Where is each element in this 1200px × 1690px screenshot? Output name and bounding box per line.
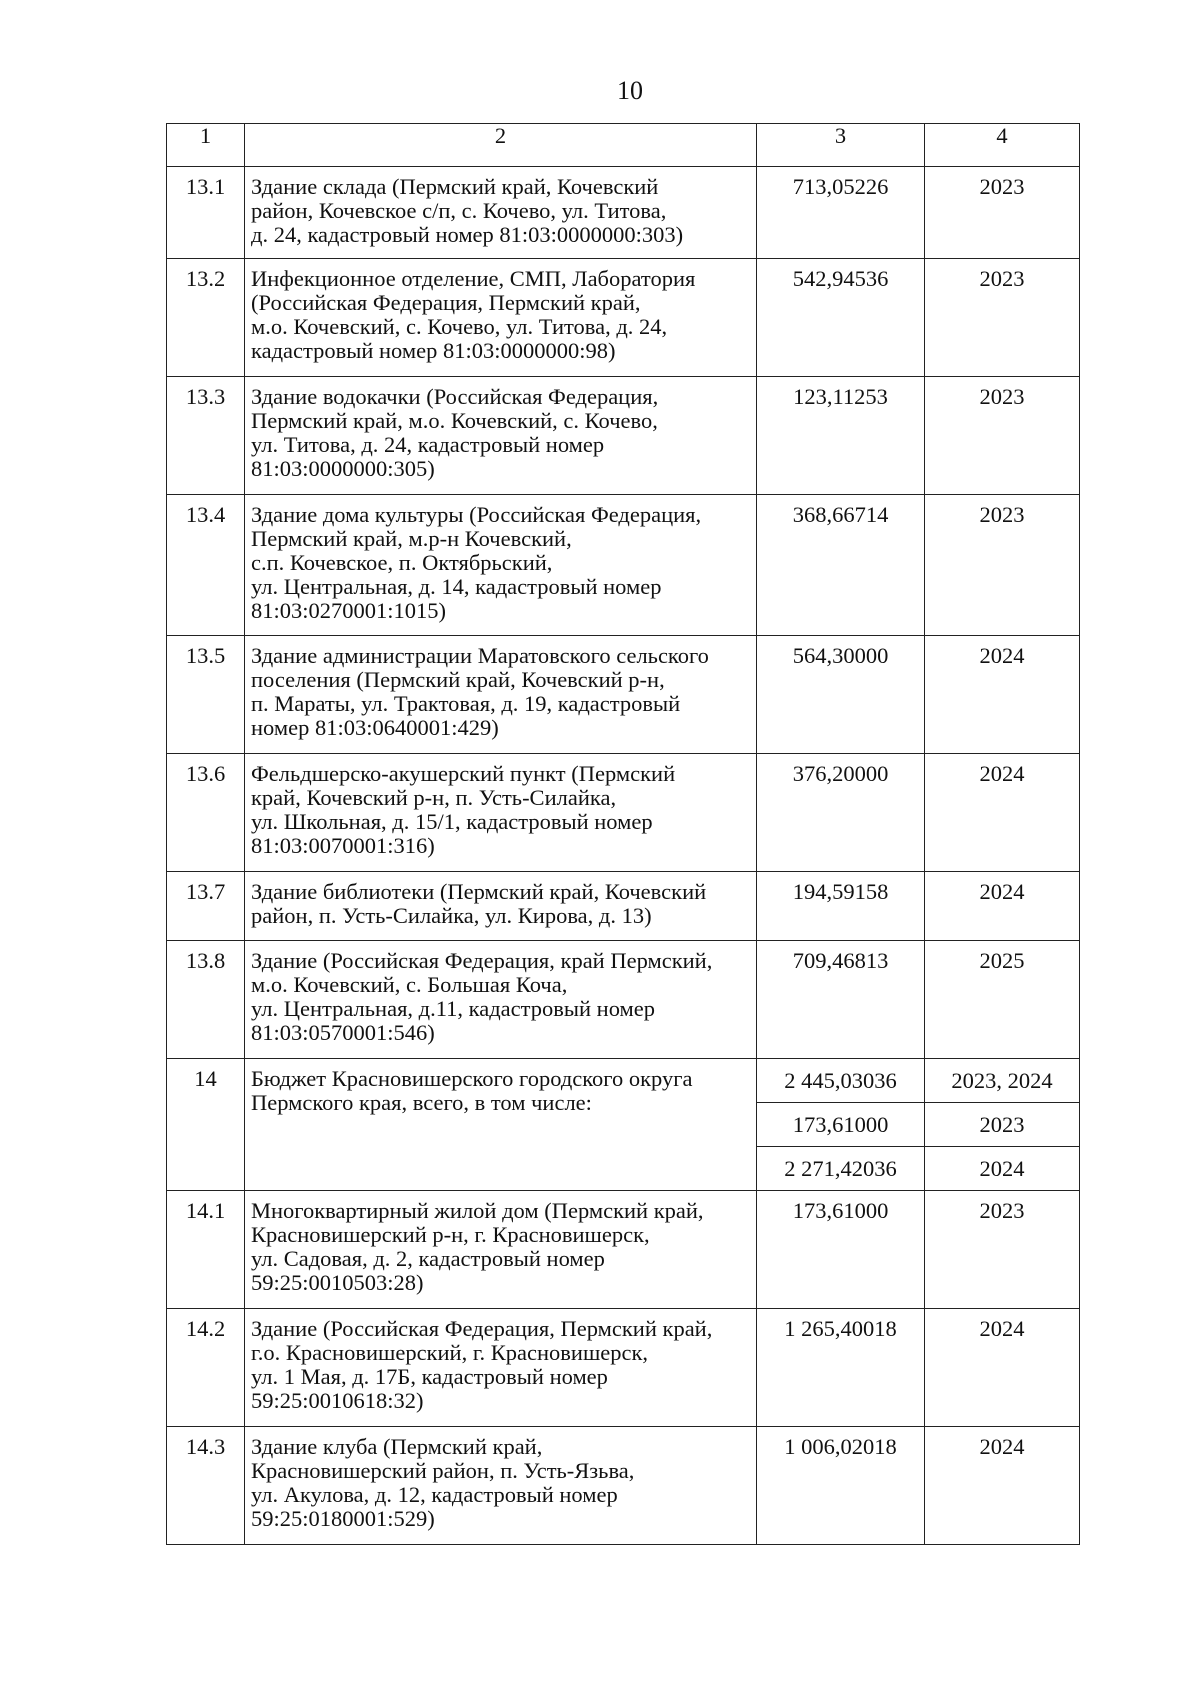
budget-sub-value: 2 271,42036: [757, 1147, 925, 1191]
page-number: 10: [617, 76, 643, 105]
row-description: Инфекционное отделение, СМП, Лаборатория (Российская Федерация, Пермский край, м.о. Кочевский, с. Кочево, ул. Титова, д. 24, кадастровый номер 81:03:0000000:98): [245, 259, 757, 377]
row-description: Здание администрации Маратовского сельского поселения (Пермский край, Кочевский р-н, п. Мараты, ул. Трактовая, д. 19, кадастровый номер 81:03:0640001:429): [245, 636, 757, 754]
table-row: [167, 1191, 1080, 1309]
row-value: 368,66714: [757, 495, 925, 636]
row-description: Здание библиотеки (Пермский край, Кочевский район, п. Усть-Силайка, ул. Кирова, д. 13): [245, 872, 757, 941]
row-year: 2024: [925, 872, 1080, 941]
row-value: 173,61000: [757, 1191, 925, 1309]
row-value: 1 265,40018: [757, 1309, 925, 1427]
budget-total-value: 2 445,03036: [757, 1059, 925, 1103]
table-row: [167, 941, 1080, 1059]
row-description: Здание дома культуры (Российская Федерация, Пермский край, м.р-н Кочевский, с.п. Кочевское, п. Октябрьский, ул. Центральная, д. 14, кадастровый номер 81:03:0270001:1015): [245, 495, 757, 636]
budget-sub-year: 2023: [925, 1103, 1080, 1147]
table-row: [167, 259, 1080, 377]
row-year: 2024: [925, 636, 1080, 754]
row-number: 13.7: [167, 872, 245, 941]
table-row: [167, 636, 1080, 754]
row-number: 14.3: [167, 1427, 245, 1545]
row-year: 2023: [925, 1191, 1080, 1309]
row-year: 2023: [925, 377, 1080, 495]
budget-row: [167, 1059, 1080, 1103]
budget-sub-value: 173,61000: [757, 1103, 925, 1147]
row-description: Здание водокачки (Российская Федерация, Пермский край, м.о. Кочевский, с. Кочево, ул. Титова, д. 24, кадастровый номер 81:03:0000000:305): [245, 377, 757, 495]
table-row: [167, 1427, 1080, 1545]
row-number: 14.1: [167, 1191, 245, 1309]
row-number: 13.6: [167, 754, 245, 872]
column-header-3: 3: [757, 124, 925, 167]
table-row: [167, 377, 1080, 495]
row-value: 564,30000: [757, 636, 925, 754]
budget-description: Бюджет Красновишерского городского округа Пермского края, всего, в том числе:: [245, 1059, 757, 1191]
header-row: [167, 124, 1080, 167]
data-table: [166, 123, 1080, 1545]
row-description: Здание склада (Пермский край, Кочевский район, Кочевское с/п, с. Кочево, ул. Титова, д. 24, кадастровый номер 81:03:0000000:303): [245, 167, 757, 259]
row-number: 13.3: [167, 377, 245, 495]
budget-total-year: 2023, 2024: [925, 1059, 1080, 1103]
table-row: [167, 1309, 1080, 1427]
row-value: 713,05226: [757, 167, 925, 259]
table-row: [167, 167, 1080, 259]
row-year: 2025: [925, 941, 1080, 1059]
budget-number: 14: [167, 1059, 245, 1191]
row-number: 13.5: [167, 636, 245, 754]
budget-sub-year: 2024: [925, 1147, 1080, 1191]
table-row: [167, 872, 1080, 941]
row-description: Многоквартирный жилой дом (Пермский край, Красновишерский р-н, г. Красновишерск, ул. Садовая, д. 2, кадастровый номер 59:25:0010503:28): [245, 1191, 757, 1309]
row-value: 709,46813: [757, 941, 925, 1059]
row-description: Фельдшерско-акушерский пункт (Пермский край, Кочевский р-н, п. Усть-Силайка, ул. Школьная, д. 15/1, кадастровый номер 81:03:0070001:316): [245, 754, 757, 872]
row-number: 13.1: [167, 167, 245, 259]
row-year: 2023: [925, 167, 1080, 259]
row-number: 14.2: [167, 1309, 245, 1427]
row-number: 13.2: [167, 259, 245, 377]
row-description: Здание клуба (Пермский край, Красновишерский район, п. Усть-Язьва, ул. Акулова, д. 12, кадастровый номер 59:25:0180001:529): [245, 1427, 757, 1545]
row-value: 376,20000: [757, 754, 925, 872]
row-year: 2023: [925, 259, 1080, 377]
table-row: [167, 754, 1080, 872]
row-description: Здание (Российская Федерация, край Пермский, м.о. Кочевский, с. Большая Коча, ул. Центральная, д.11, кадастровый номер 81:03:0570001:546): [245, 941, 757, 1059]
table-row: [167, 495, 1080, 636]
row-description: Здание (Российская Федерация, Пермский край, г.о. Красновишерский, г. Красновишерск, ул. 1 Мая, д. 17Б, кадастровый номер 59:25:0010618:32): [245, 1309, 757, 1427]
column-header-4: 4: [925, 124, 1080, 167]
row-value: 1 006,02018: [757, 1427, 925, 1545]
row-value: 194,59158: [757, 872, 925, 941]
column-header-2: 2: [245, 124, 757, 167]
row-number: 13.8: [167, 941, 245, 1059]
row-value: 542,94536: [757, 259, 925, 377]
row-year: 2024: [925, 754, 1080, 872]
column-header-1: 1: [167, 124, 245, 167]
row-year: 2023: [925, 495, 1080, 636]
row-year: 2024: [925, 1309, 1080, 1427]
row-value: 123,11253: [757, 377, 925, 495]
row-number: 13.4: [167, 495, 245, 636]
row-year: 2024: [925, 1427, 1080, 1545]
